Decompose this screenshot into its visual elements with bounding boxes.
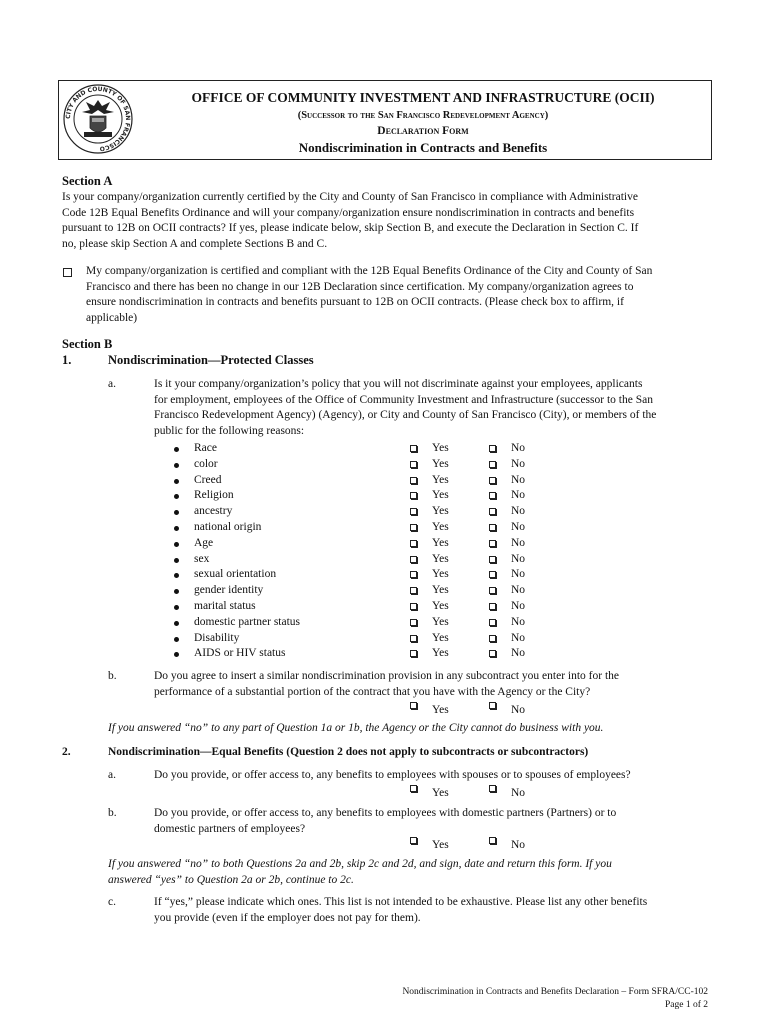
q2b-yes-checkbox[interactable]	[410, 837, 417, 844]
protected-class-label: Creed	[194, 473, 222, 486]
q2b-yes-label: Yes	[432, 839, 449, 851]
class-no-label: No	[511, 489, 526, 502]
class-yes-checkbox[interactable]	[410, 603, 417, 610]
class-no-label: No	[511, 615, 526, 628]
certified-line: My company/organization is certified and compliant with the 12B Equal Benefits Ordinance of the City and County of San	[86, 265, 653, 277]
class-no-checkbox[interactable]	[489, 524, 496, 531]
q1-title: Nondiscrimination—Protected Classes	[108, 353, 314, 367]
bullet-icon	[174, 558, 179, 563]
q2a-yes-label: Yes	[432, 787, 449, 799]
certified-line: ensure nondiscrimination in contracts and benefits pursuant to 12B on OCII contracts. (Please check box to affirm, if	[86, 296, 624, 308]
footer-page-number: Page 1 of 2	[664, 1000, 708, 1010]
q2a-label: a.	[108, 769, 116, 781]
class-no-label: No	[511, 473, 526, 486]
bullet-icon	[174, 637, 179, 642]
bullet-icon	[174, 573, 179, 578]
class-yes-label: Yes	[432, 631, 449, 644]
class-yes-checkbox[interactable]	[410, 461, 417, 468]
bullet-icon	[174, 510, 179, 515]
protected-class-label: Religion	[194, 489, 234, 502]
class-no-label: No	[511, 552, 526, 565]
q1b-no-label: No	[511, 704, 526, 716]
class-yes-checkbox[interactable]	[410, 635, 417, 642]
q1b-line: performance of a substantial portion of the contract that you have with the Agency or the City?	[154, 685, 591, 698]
class-yes-label: Yes	[432, 600, 449, 612]
class-no-label: No	[511, 600, 526, 612]
protected-class-label: Race	[194, 442, 217, 454]
class-no-checkbox[interactable]	[489, 508, 496, 515]
city-seal-icon	[62, 82, 134, 156]
class-no-label: No	[511, 536, 526, 549]
class-no-checkbox[interactable]	[489, 477, 496, 484]
class-yes-label: Yes	[432, 442, 449, 454]
q2a-no-checkbox[interactable]	[489, 785, 496, 792]
footer	[402, 986, 708, 1012]
class-yes-checkbox[interactable]	[410, 492, 417, 499]
class-no-label: No	[511, 568, 526, 581]
class-no-checkbox[interactable]	[489, 540, 496, 547]
class-yes-checkbox[interactable]	[410, 587, 417, 594]
section-a-line: pursuant to 12B on OCII contracts? If yes, please indicate below, skip Section B, and execute the Declaration in Section C. If	[62, 222, 639, 234]
class-yes-checkbox[interactable]	[410, 477, 417, 484]
class-yes-label: Yes	[432, 489, 449, 502]
class-no-label: No	[511, 647, 526, 660]
class-yes-checkbox[interactable]	[410, 619, 417, 626]
protected-class-label: color	[194, 457, 218, 470]
q2a-yes-checkbox[interactable]	[410, 785, 417, 792]
class-yes-label: Yes	[432, 521, 449, 533]
office-subtitle: (Successor to the San Francisco Redevelopment Agency)	[297, 110, 549, 121]
q2-note-line: If you answered “no” to both Questions 2a and 2b, skip 2c and 2d, and sign, date and return this form. If you	[108, 858, 612, 870]
class-yes-label: Yes	[432, 584, 449, 597]
q1b-yes-checkbox[interactable]	[410, 702, 417, 709]
q2b-no-label: No	[511, 839, 526, 851]
q2a-text: Do you provide, or offer access to, any benefits to employees with spouses or to spouses of employees?	[154, 769, 631, 781]
section-a-line: no, please skip Section A and complete Sections B and C.	[62, 237, 328, 250]
form-title: Nondiscrimination in Contracts and Benefits	[298, 140, 548, 155]
q2c-text	[154, 895, 647, 926]
class-no-label: No	[511, 521, 526, 533]
q2c-label: c.	[108, 896, 116, 908]
q2a-no-label: No	[511, 787, 526, 799]
protected-class-label: ancestry	[194, 505, 233, 518]
class-no-checkbox[interactable]	[489, 571, 496, 578]
bullet-icon	[174, 542, 179, 547]
q1b-line: Do you agree to insert a similar nondiscrimination provision in any subcontract you enter into for the	[154, 670, 620, 682]
certified-line: applicable)	[86, 311, 138, 324]
class-no-label: No	[511, 505, 526, 518]
bullet-icon	[174, 526, 179, 531]
class-yes-label: Yes	[432, 505, 449, 518]
footer-form-line: Nondiscrimination in Contracts and Benefits Declaration – Form SFRA/CC-102	[402, 987, 708, 997]
class-no-checkbox[interactable]	[489, 492, 496, 499]
q1a-text	[154, 377, 656, 439]
q1b-yes-label: Yes	[432, 704, 449, 716]
class-no-checkbox[interactable]	[489, 650, 496, 657]
q2b-label: b.	[108, 807, 117, 819]
class-no-checkbox[interactable]	[489, 619, 496, 626]
bullet-icon	[174, 652, 179, 657]
class-yes-label: Yes	[432, 568, 449, 581]
class-yes-checkbox[interactable]	[410, 508, 417, 515]
class-yes-label: Yes	[432, 615, 449, 628]
class-yes-checkbox[interactable]	[410, 445, 417, 452]
certified-checkbox[interactable]	[63, 268, 72, 277]
section-a-line: Is your company/organization currently certified by the City and County of San Francisco in compliance with Administrative	[62, 191, 638, 203]
form-type: Declaration Form	[377, 125, 469, 137]
protected-class-label: AIDS or HIV status	[194, 647, 286, 660]
class-no-checkbox[interactable]	[489, 556, 496, 563]
bullet-icon	[174, 494, 179, 499]
class-yes-label: Yes	[432, 536, 449, 549]
q2b-line: domestic partners of employees?	[154, 822, 306, 835]
seal-text: CITY AND COUNTY OF SAN FRANCISCO	[64, 85, 132, 153]
bullet-icon	[174, 605, 179, 610]
protected-class-label: sexual orientation	[194, 568, 277, 581]
class-yes-label: Yes	[432, 552, 449, 565]
q2-number: 2.	[62, 746, 71, 758]
class-no-checkbox[interactable]	[489, 587, 496, 594]
protected-class-label: national origin	[194, 521, 262, 533]
q1a-line: for employment, employees of the Office of Community Investment and Infrastructure (successor to the San	[154, 393, 653, 406]
q1b-label: b.	[108, 670, 117, 682]
class-no-checkbox[interactable]	[489, 635, 496, 642]
bullet-icon	[174, 621, 179, 626]
q2-title: Nondiscrimination—Equal Benefits (Question 2 does not apply to subcontracts or subcontractors)	[108, 746, 589, 758]
bullet-icon	[174, 447, 179, 452]
certified-statement	[86, 264, 652, 326]
bullet-icon	[174, 589, 179, 594]
class-no-checkbox[interactable]	[489, 461, 496, 468]
class-yes-label: Yes	[432, 647, 449, 660]
q2b-text	[154, 806, 616, 837]
certified-line: Francisco and there has been no change in our 12B Declaration since certification. My company/organization agrees to	[86, 280, 634, 293]
class-yes-checkbox[interactable]	[410, 524, 417, 531]
class-no-label: No	[511, 631, 526, 644]
q1a-line: Is it your company/organization’s policy that you will not discriminate against your employees, applicants	[154, 378, 643, 390]
protected-class-label: gender identity	[194, 584, 264, 597]
class-yes-checkbox[interactable]	[410, 556, 417, 563]
q1-number: 1.	[62, 353, 72, 367]
q1a-line: public for the following reasons:	[154, 424, 305, 437]
class-yes-label: Yes	[432, 457, 449, 470]
class-no-checkbox[interactable]	[489, 603, 496, 610]
q2-note-line: answered “yes” to Question 2a or 2b, continue to 2c.	[108, 873, 354, 886]
section-a-line: Code 12B Equal Benefits Ordinance and will your company/organization ensure nondiscrimination in contracts and benefits	[62, 206, 635, 219]
class-yes-checkbox[interactable]	[410, 540, 417, 547]
q1b-no-checkbox[interactable]	[489, 702, 496, 709]
q1a-label: a.	[108, 378, 116, 390]
q1b-text	[154, 669, 619, 700]
protected-class-label: sex	[194, 552, 210, 565]
q1a-line: Francisco Redevelopment Agency) (Agency), or City and County of San Francisco (City), or members of the	[154, 409, 657, 421]
protected-class-label: Age	[194, 536, 214, 549]
office-title: OFFICE OF COMMUNITY INVESTMENT AND INFRASTRUCTURE (OCII)	[191, 90, 655, 105]
protected-class-label: marital status	[194, 600, 256, 612]
class-no-label: No	[511, 442, 526, 454]
q2c-line: you provide (even if the employer does not pay for them).	[154, 911, 421, 924]
bullet-icon	[174, 479, 179, 484]
class-yes-checkbox[interactable]	[410, 571, 417, 578]
section-a-heading: Section A	[62, 174, 113, 188]
q2b-line: Do you provide, or offer access to, any benefits to employees with domestic partners (Partners) or to	[154, 807, 617, 819]
section-b-heading: Section B	[62, 337, 113, 351]
q2c-line: If “yes,” please indicate which ones. This list is not intended to be exhaustive. Please list any other benefits	[154, 896, 648, 908]
protected-class-label: Disability	[194, 631, 240, 644]
class-yes-label: Yes	[432, 473, 449, 486]
q2b-no-checkbox[interactable]	[489, 837, 496, 844]
class-no-label: No	[511, 457, 526, 470]
section-a-paragraph	[62, 190, 638, 252]
protected-class-label: domestic partner status	[194, 615, 301, 628]
q1-note: If you answered “no” to any part of Question 1a or 1b, the Agency or the City cannot do business with you.	[108, 722, 604, 734]
class-no-label: No	[511, 584, 526, 597]
q2-note	[108, 857, 612, 888]
class-no-checkbox[interactable]	[489, 445, 496, 452]
class-yes-checkbox[interactable]	[410, 650, 417, 657]
bullet-icon	[174, 463, 179, 468]
